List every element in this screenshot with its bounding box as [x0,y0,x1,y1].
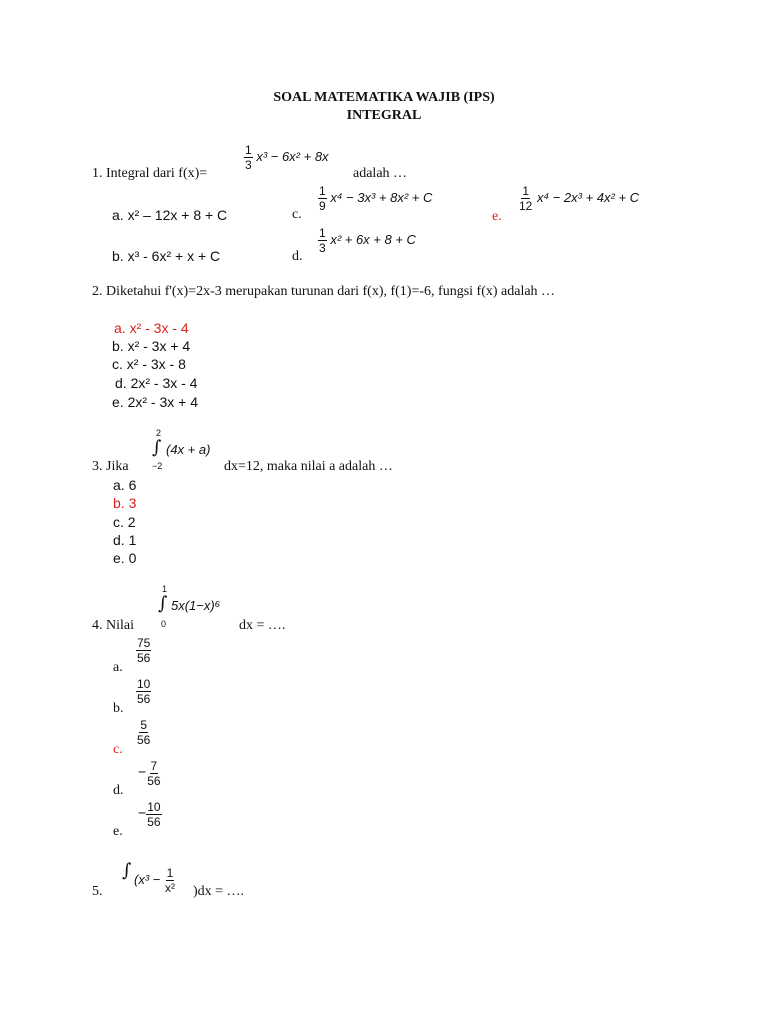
q4-lower-limit: 0 [161,619,167,629]
q2-option-b[interactable]: b. x² - 3x + 4 [112,338,191,354]
q4-tail: dx = …. [239,618,286,633]
q4-option-c-label[interactable]: c. [113,742,123,757]
q1-option-e-label[interactable]: e. [492,209,502,224]
q1-option-b[interactable]: b. x³ - 6x² + x + C [112,248,221,264]
integral-sign-icon: ∫ [158,593,168,614]
q5-integrand: (x³ − $\frac{1}{\text{x²}}$ [134,866,175,895]
q2-option-c[interactable]: c. x² - 3x - 8 [112,356,186,372]
q4-option-e-label[interactable]: e. [113,824,123,839]
integral-sign-icon: ∫ [122,860,132,881]
page-title: SOAL MATEMATIKA WAJIB (IPS) [273,90,495,105]
q3-integrand: (4x + a) [166,442,211,457]
page-subtitle: INTEGRAL [346,108,422,123]
q1-option-c[interactable]: $\frac{1}{9}$ x⁴ − 3x³ + 8x² + C [319,184,433,213]
q2-option-e[interactable]: e. 2x² - 3x + 4 [112,394,198,410]
q3-option-a[interactable]: a. 6 [113,477,137,493]
q4-option-c[interactable]: $\frac{5}{56}$ [137,718,151,747]
q3-lower-limit: −2 [152,461,163,471]
integral-sign-icon: ∫ [152,437,162,458]
q4-option-d[interactable]: − $\frac{7}{56}$ [138,759,161,788]
q4-option-a[interactable]: $\frac{75}{56}$ [137,636,151,665]
q1-option-a[interactable]: a. x² – 12x + 8 + C [112,207,228,223]
q5-tail: )dx = …. [193,884,245,899]
q3-label: 3. Jika [92,459,129,474]
q1-option-e[interactable]: $\frac{1}{12}$ x⁴ − 2x³ + 4x² + C [519,184,640,213]
q4-option-b[interactable]: $\frac{10}{56}$ [137,677,151,706]
q4-integrand: 5x(1−x)⁶ [171,598,221,613]
q4-label: 4. Nilai [92,618,134,633]
q3-option-d[interactable]: d. 1 [113,532,137,548]
q1-tail: adalah … [353,166,408,181]
q2-option-a[interactable]: a. x² - 3x - 4 [114,320,189,336]
q1-option-d-label[interactable]: d. [292,249,303,264]
q2-question: 2. Diketahui f'(x)=2x-3 merupakan turunan dari f(x), f(1)=-6, fungsi f(x) adalah … [92,284,556,299]
q4-upper-limit: 1 [162,584,168,594]
q3-option-c[interactable]: c. 2 [113,514,136,530]
q4-option-b-label[interactable]: b. [113,701,124,716]
q1-label: 1. Integral dari f(x)= [92,166,208,181]
q1-function-rest: x³ − 6x² + 8x [256,148,329,164]
q2-option-d[interactable]: d. 2x² - 3x - 4 [115,375,198,391]
q3-option-e[interactable]: e. 0 [113,550,137,566]
q1-fraction: $\frac{1}{3}$ [245,143,252,172]
q3-option-b[interactable]: b. 3 [113,495,137,511]
q3-tail: dx=12, maka nilai a adalah … [224,459,393,474]
q5-label: 5. [92,884,103,899]
q4-option-a-label[interactable]: a. [113,660,123,675]
q3-upper-limit: 2 [156,428,162,438]
q1-option-d[interactable]: $\frac{1}{3}$ x² + 6x + 8 + C [319,226,416,255]
q1-option-c-label[interactable]: c. [292,207,302,222]
q4-option-d-label[interactable]: d. [113,783,124,798]
q1-function [244,143,329,172]
q4-option-e[interactable]: − $\frac{10}{56}$ [138,800,161,829]
